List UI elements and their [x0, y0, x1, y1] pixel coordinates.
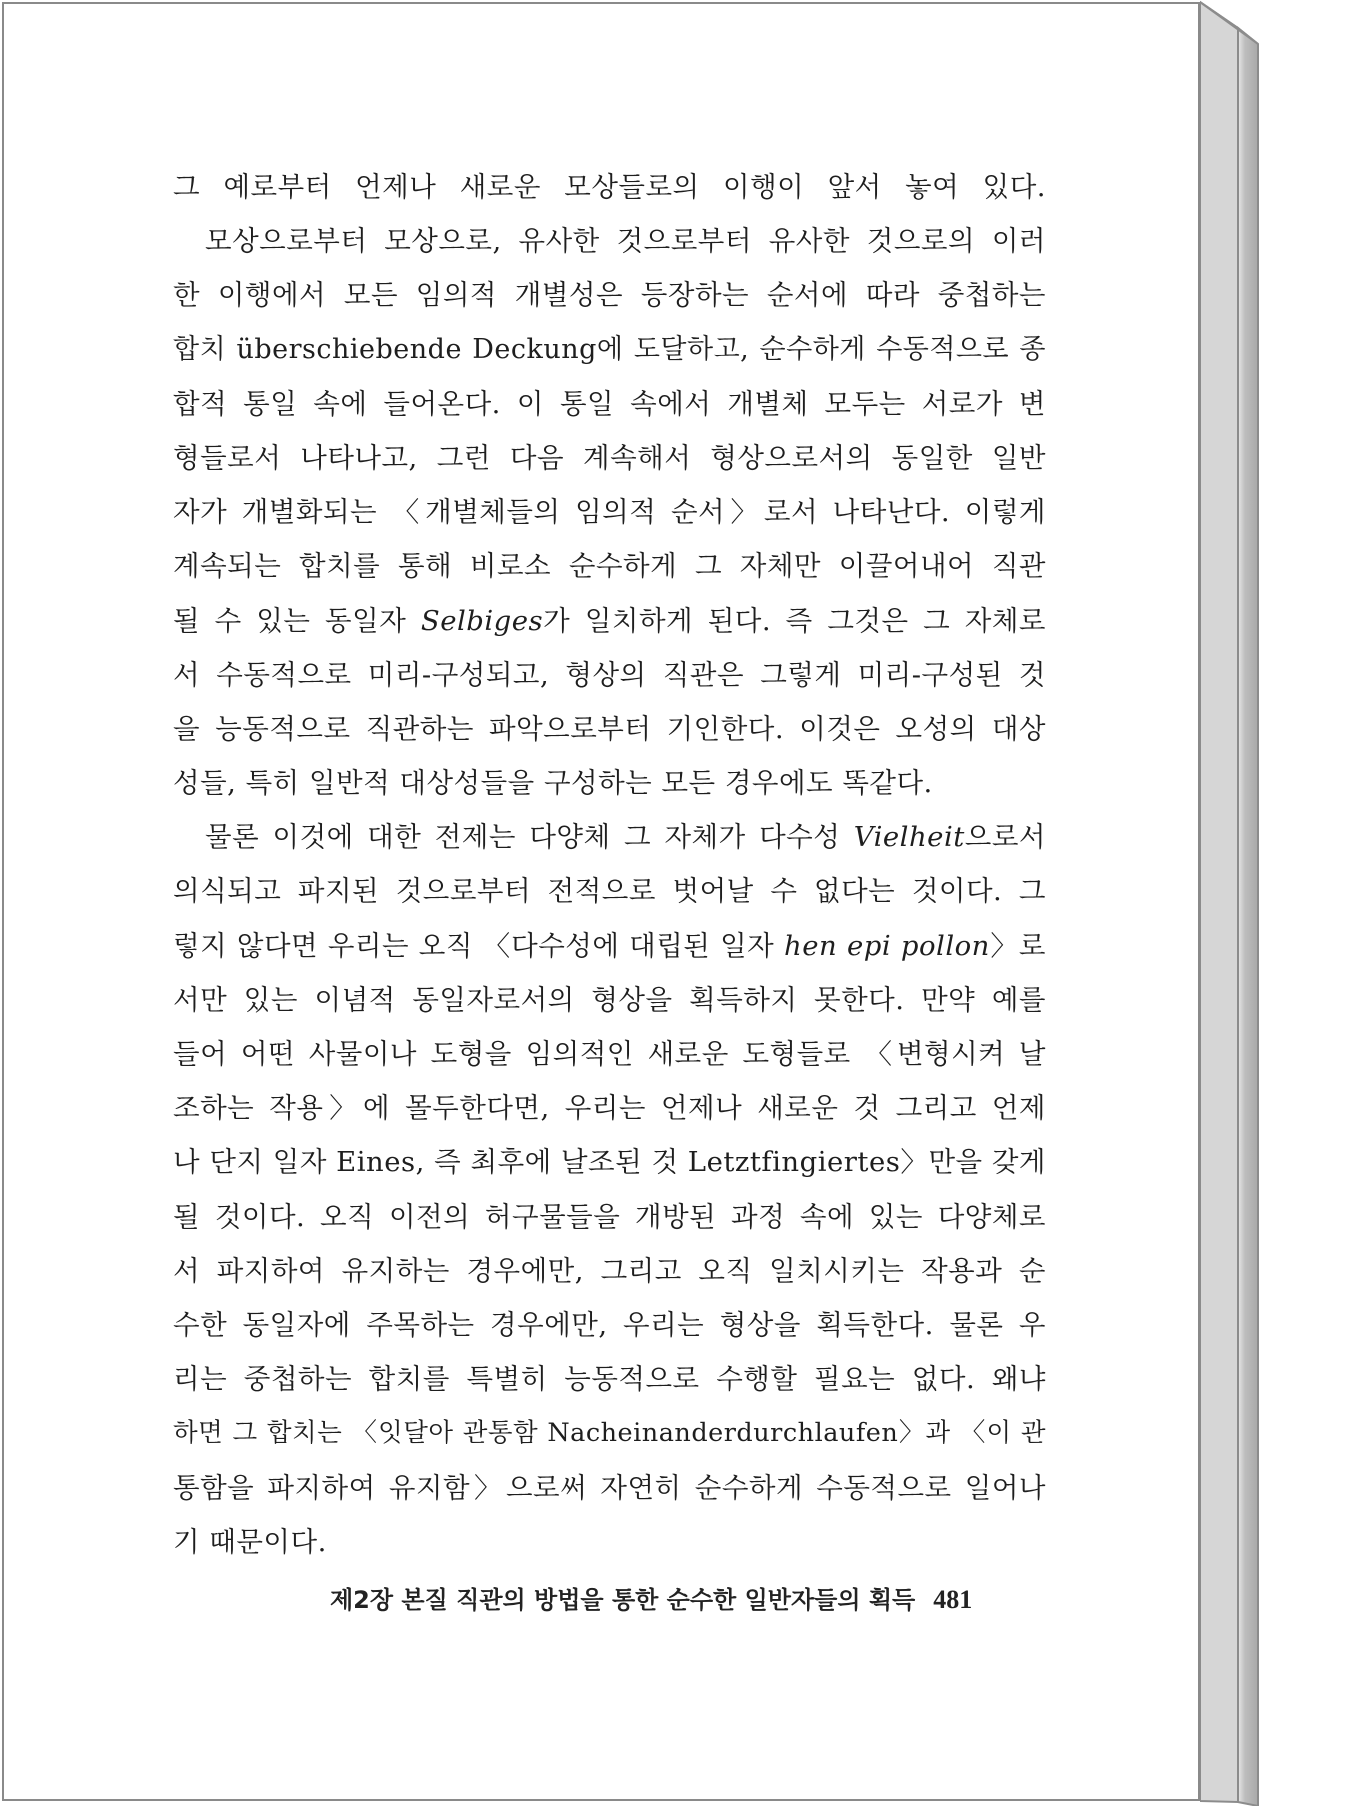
- text-line: 렇지 않다면 우리는 오직 〈다수성에 대립된 일자 hen epi pollon〉로: [173, 929, 1046, 962]
- italic-term: hen epi pollon: [784, 929, 990, 962]
- text-line: 계속되는 합치를 통해 비로소 순수하게 그 자체만 이끌어내어 직관: [173, 550, 1046, 583]
- italic-term: Vielheit: [853, 821, 965, 854]
- chapter-title: 제2장 본질 직관의 방법을 통한 순수한 일반자들의 획득: [330, 1586, 916, 1614]
- text-line: 서만 있는 이념적 동일자로서의 형상을 획득하지 못한다. 만약 예를: [173, 983, 1046, 1016]
- text-line: 나 단지 일자 Eines, 즉 최후에 날조된 것 Letztfingiertes〉만을 갖게: [173, 1146, 1046, 1179]
- page-thickness-edge: [1200, 0, 1345, 1806]
- text-line: 리는 중첩하는 합치를 특별히 능동적으로 수행할 필요는 없다. 왜냐: [173, 1363, 1046, 1396]
- text-line: 한 이행에서 모든 임의적 개별성은 등장하는 순서에 따라 중첩하는: [173, 279, 1046, 312]
- text-line: 서 수동적으로 미리-구성되고, 형상의 직관은 그렇게 미리-구성된 것: [173, 658, 1046, 691]
- body-text: [173, 160, 1046, 1569]
- text-line: 조하는 작용〉에 몰두한다면, 우리는 언제나 새로운 것 그리고 언제: [173, 1092, 1046, 1125]
- text-line: 서 파지하여 유지하는 경우에만, 그리고 오직 일치시키는 작용과 순: [173, 1254, 1046, 1287]
- text-line: 수한 동일자에 주목하는 경우에만, 우리는 형상을 획득한다. 물론 우: [173, 1308, 1046, 1341]
- text-line: 물론 이것에 대한 전제는 다양체 그 자체가 다수성 Vielheit으로서: [205, 821, 1046, 854]
- text-line: 성들, 특히 일반적 대상성들을 구성하는 모든 경우에도 똑같다.: [173, 767, 933, 800]
- text-line: 합적 통일 속에 들어온다. 이 통일 속에서 개별체 모두는 서로가 변: [173, 387, 1046, 420]
- text-line: 형들로서 나타나고, 그런 다음 계속해서 형상으로서의 동일한 일반: [173, 441, 1046, 474]
- text-line: 의식되고 파지된 것으로부터 전적으로 벗어날 수 없다는 것이다. 그: [173, 875, 1046, 908]
- text-line: 기 때문이다.: [173, 1525, 327, 1558]
- text-line: 자가 개별화되는 〈개별체들의 임의적 순서〉로서 나타난다. 이렇게: [173, 496, 1046, 529]
- text-line: 을 능동적으로 직관하는 파악으로부터 기인한다. 이것은 오성의 대상: [173, 712, 1046, 745]
- page-number: 481: [933, 1585, 973, 1614]
- text-line: 그 예로부터 언제나 새로운 모상들로의 이행이 앞서 놓여 있다.: [173, 171, 1046, 203]
- italic-term: Selbiges: [420, 604, 544, 637]
- text-line: 통함을 파지하여 유지함〉으로써 자연히 순수하게 수동적으로 일어나: [173, 1471, 1046, 1504]
- text-line: 될 수 있는 동일자 Selbiges가 일치하게 된다. 즉 그것은 그 자체로: [173, 604, 1046, 637]
- text-line: 합치 überschiebende Deckung에 도달하고, 순수하게 수동적으로 종: [173, 333, 1046, 365]
- running-footer: [330, 1580, 1010, 1615]
- text-line: 모상으로부터 모상으로, 유사한 것으로부터 유사한 것으로의 이러: [205, 225, 1046, 258]
- text-line: 하면 그 합치는 〈잇달아 관통함 Nacheinanderdurchlaufen〉과 〈이 관: [173, 1418, 1046, 1449]
- text-line: 들어 어떤 사물이나 도형을 임의적인 새로운 도형들로 〈변형시켜 날: [173, 1038, 1046, 1070]
- text-line: 될 것이다. 오직 이전의 허구물들을 개방된 과정 속에 있는 다양체로: [173, 1200, 1046, 1233]
